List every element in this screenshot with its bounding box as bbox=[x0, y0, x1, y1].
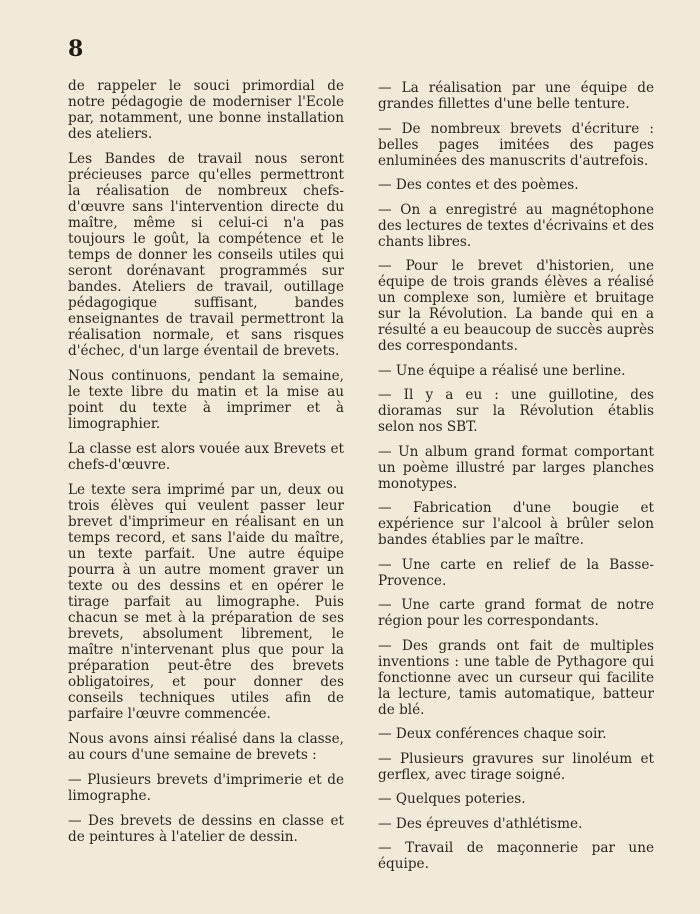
list-item: — Une carte en relief de la Basse-Provence. bbox=[378, 556, 654, 589]
page-number: 8 bbox=[68, 36, 84, 62]
list-item: — La réalisation par une équipe de grandes fillettes d'une belle tenture. bbox=[378, 80, 654, 112]
list-item: — Un album grand format comportant un poème illustré par larges planches monotypes. bbox=[378, 443, 654, 492]
list-item: — Une équipe a réalisé une berline. bbox=[378, 362, 626, 379]
list-item: — Il y a eu : une guillotine, des dioramas sur la Révolution établis selon nos SBT. bbox=[378, 387, 654, 435]
right-column bbox=[378, 80, 654, 881]
list-item: — Pour le brevet d'historien, une équipe de trois grands élèves a réalisé un complexe son, lumière et bruitage sur la Révolution. La bande qui en a résulté a eu beaucoup de succès auprès des correspondants. bbox=[378, 258, 654, 354]
paragraph: de rappeler le souci primordial de notre pédagogie de moderniser l'Ecole par, notamment, une bonne installation des ateliers. bbox=[68, 78, 344, 142]
list-item: — De nombreux brevets d'écriture : belles pages imitées des pages enluminées des manuscrits d'autrefois. bbox=[378, 120, 654, 169]
list-item: — Des brevets de dessins en classe et de peintures à l'atelier de dessin. bbox=[68, 813, 344, 845]
paragraph: La classe est alors vouée aux Brevets et chefs-d'œuvre. bbox=[68, 441, 344, 473]
list-item: — Fabrication d'une bougie et expérience sur l'alcool à brûler selon bandes établies par le maître. bbox=[378, 500, 654, 548]
list-item: — Plusieurs gravures sur linoléum et gerflex, avec tirage soigné. bbox=[378, 750, 654, 783]
list-item: — Quelques poteries. bbox=[378, 791, 526, 807]
list-item: — Travail de maçonnerie par une équipe. bbox=[378, 840, 654, 872]
left-column bbox=[68, 78, 344, 854]
list-item: — Des contes et des poèmes. bbox=[378, 177, 579, 193]
list-item: — On a enregistré au magnétophone des lectures de textes d'écrivains et des chants libres. bbox=[378, 201, 654, 250]
list-item: — Des grands ont fait de multiples inventions : une table de Pythagore qui fonctionne avec un curseur qui facilite la lecture, tamis automatique, batteur de blé. bbox=[378, 637, 654, 718]
list-item: — Deux conférences chaque soir. bbox=[378, 726, 607, 742]
paragraph: Les Bandes de travail nous seront précieuses parce qu'elles permettront la réalisation de nombreux chefs-d'œuvre sans l'intervention directe du maître, même si celui-ci n'a pas toujours le goût, la compétence et le temps de donner les conseils utiles qui seront dorénavant programmés sur bandes. Ateliers de travail, outillage pédagogique suffisant, bandes enseignantes de travail permettront la réalisation normale, et sans risques d'échec, d'un large éventail de brevets. bbox=[68, 151, 344, 359]
list-item: — Plusieurs brevets d'imprimerie et de limographe. bbox=[68, 772, 344, 804]
paragraph: Nous avons ainsi réalisé dans la classe, au cours d'une semaine de brevets : bbox=[68, 731, 344, 763]
paragraph: Nous continuons, pendant la semaine, le texte libre du matin et la mise au point du texte à imprimer et à limographier. bbox=[68, 368, 344, 432]
paragraph: Le texte sera imprimé par un, deux ou trois élèves qui veulent passer leur brevet d'imprimeur en réalisant en un temps record, et sans l'aide du maître, un texte parfait. Une autre équipe pourra à un autre moment graver un texte ou des dessins et en opérer le tirage parfait au limographe. Puis chacun se met à la préparation de ses brevets, absolument librement, le maître n'intervenant plus que pour la préparation peut-être des brevets obligatoires, et pour donner des conseils techniques utiles afin de parfaire l'œuvre commencée. bbox=[68, 482, 344, 722]
list-item: — Une carte grand format de notre région pour les correspondants. bbox=[378, 597, 654, 629]
list-item: — Des épreuves d'athlétisme. bbox=[378, 815, 583, 832]
